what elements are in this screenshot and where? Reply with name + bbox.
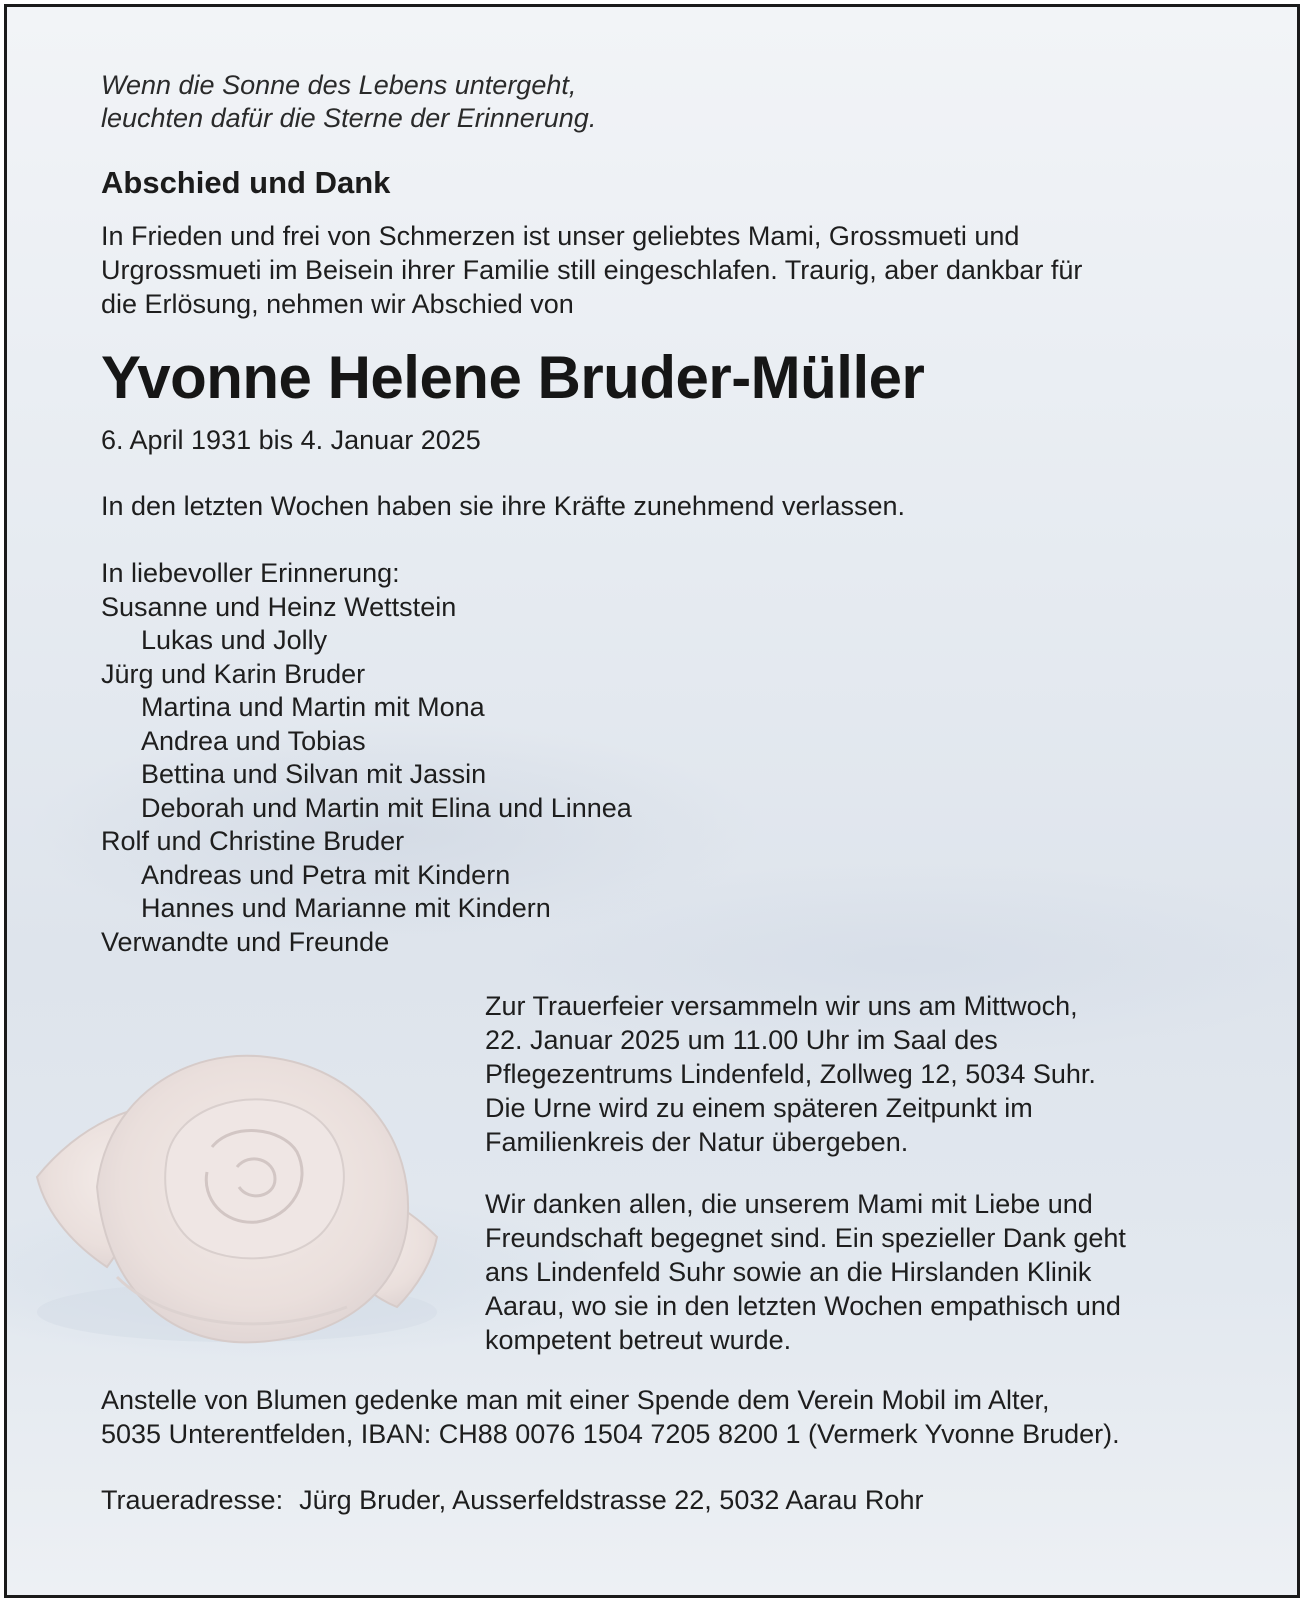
thanks-line: ans Lindenfeld Suhr sowie an die Hirslanden Klinik (485, 1257, 1092, 1287)
mourner-entry: Martina und Martin mit Mona (141, 692, 485, 722)
ceremony-line: 22. Januar 2025 um 11.00 Uhr im Saal des (485, 1025, 998, 1055)
ceremony-line: Familienkreis der Natur übergeben. (485, 1127, 909, 1157)
heading: Abschied und Dank (101, 165, 391, 200)
mourner-entry: Hannes und Marianne mit Kindern (141, 893, 551, 923)
thanks-line: kompetent betreut wurde. (485, 1325, 792, 1355)
thanks-line: Freundschaft begegnet sind. Ein spezieller Dank geht (485, 1223, 1126, 1253)
rose-image (17, 1037, 457, 1367)
mourner-entry: Susanne und Heinz Wettstein (101, 591, 457, 622)
mourner-entry: Verwandte und Freunde (101, 926, 390, 957)
intro-text (101, 219, 1261, 321)
donation-info (101, 1383, 1281, 1451)
motto (101, 69, 596, 135)
ceremony-line: Die Urne wird zu einem späteren Zeitpunkt im (485, 1093, 1033, 1123)
last-weeks-text: In den letzten Wochen haben sie ihre Kräfte zunehmend verlassen. (101, 491, 906, 521)
life-dates: 6. April 1931 bis 4. Januar 2025 (101, 425, 481, 455)
thanks-line: Wir danken allen, die unserem Mami mit Liebe und (485, 1189, 1093, 1219)
ceremony-info (485, 989, 1275, 1159)
motto-line: leuchten dafür die Sterne der Erinnerung. (101, 103, 597, 133)
ceremony-line: Zur Trauerfeier versammeln wir uns am Mittwoch, (485, 991, 1078, 1021)
mourner-entry: Andrea und Tobias (141, 725, 366, 756)
mourners-list (101, 557, 632, 959)
donation-line: Anstelle von Blumen gedenke man mit einer Spende dem Verein Mobil im Alter, (101, 1385, 1050, 1415)
thanks-text (485, 1187, 1275, 1357)
mourner-entry: Andreas und Petra mit Kindern (141, 859, 511, 890)
address-value: Jürg Bruder, Ausserfeldstrasse 22, 5032 Aarau Rohr (299, 1485, 924, 1515)
intro-line: Urgrossmueti im Beisein ihrer Familie still eingeschlafen. Traurig, aber dankbar für (101, 255, 1083, 285)
intro-line: In Frieden und frei von Schmerzen ist unser geliebtes Mami, Grossmueti und (101, 221, 1020, 251)
intro-line: die Erlösung, nehmen wir Abschied von (101, 289, 574, 319)
mourner-entry: Lukas und Jolly (141, 625, 328, 655)
mourner-entry: Rolf und Christine Bruder (101, 826, 405, 856)
donation-line: 5035 Unterentfelden, IBAN: CH88 0076 1504 7205 8200 1 (Vermerk Yvonne Bruder). (101, 1419, 1120, 1449)
address-label: Traueradresse: (101, 1485, 284, 1515)
deceased-name: Yvonne Helene Bruder-Müller (101, 344, 925, 411)
thanks-line: Aarau, wo sie in den letzten Wochen empathisch und (485, 1291, 1121, 1321)
obituary-notice (4, 4, 1300, 1598)
ceremony-line: Pflegezentrums Lindenfeld, Zollweg 12, 5034 Suhr. (485, 1059, 1096, 1089)
mourner-entry: Jürg und Karin Bruder (101, 658, 366, 689)
mourner-entry: Bettina und Silvan mit Jassin (141, 759, 487, 789)
motto-line: Wenn die Sonne des Lebens untergeht, (101, 70, 577, 100)
mourning-address (101, 1485, 923, 1516)
mourners-title: In liebevoller Erinnerung: (101, 558, 400, 588)
mourner-entry: Deborah und Martin mit Elina und Linnea (141, 792, 632, 823)
